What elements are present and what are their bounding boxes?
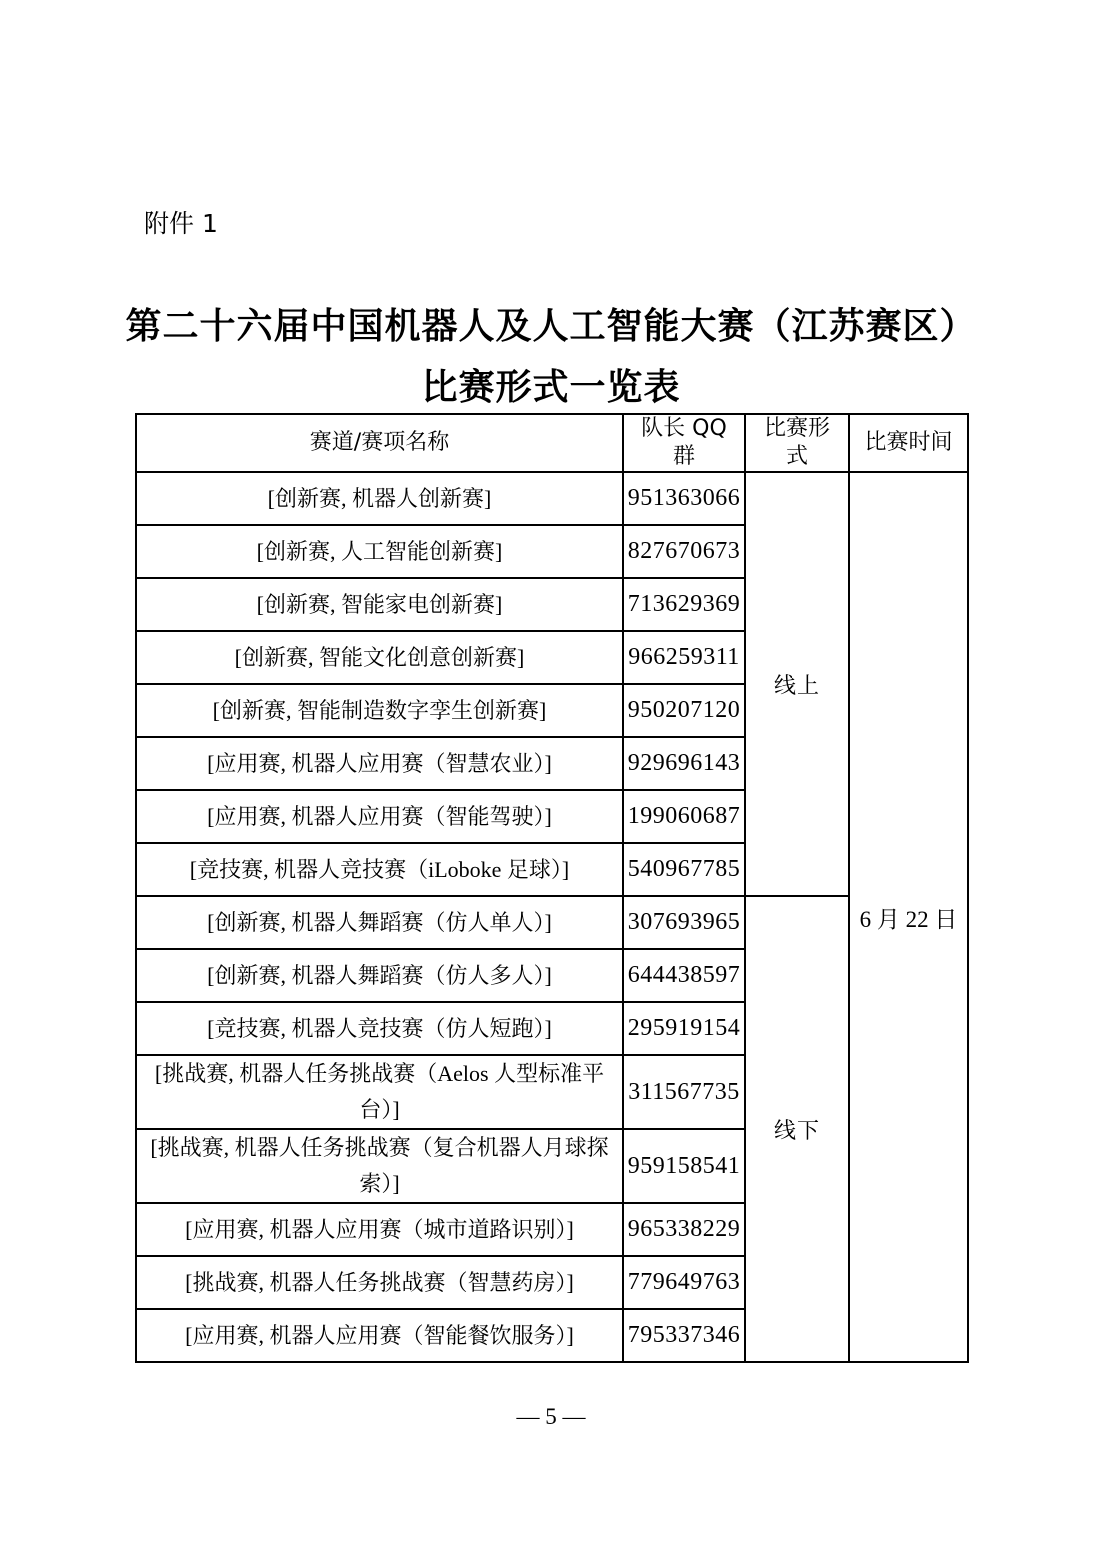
table-row (136, 896, 968, 949)
table-body (136, 472, 968, 1362)
qq-group-cell: 959158541 (623, 1129, 745, 1203)
qq-group-cell: 951363066 (623, 472, 745, 525)
event-name-cell: [竞技赛, 机器人竞技赛（仿人短跑）] (136, 1002, 623, 1055)
page-number: — 5 — (516, 1404, 586, 1429)
event-name-cell: [创新赛, 人工智能创新赛] (136, 525, 623, 578)
event-name-cell: [创新赛, 机器人舞蹈赛（仿人单人）] (136, 896, 623, 949)
qq-group-cell: 929696143 (623, 737, 745, 790)
attachment-label: 附件 1 (144, 209, 218, 238)
event-name-cell: [应用赛, 机器人应用赛（智能餐饮服务）] (136, 1309, 623, 1362)
format-cell-offline: 线下 (745, 896, 849, 1362)
event-name-cell: [创新赛, 智能文化创意创新赛] (136, 631, 623, 684)
table-header-row (136, 414, 968, 472)
qq-group-cell: 540967785 (623, 843, 745, 896)
event-name-cell: [创新赛, 机器人舞蹈赛（仿人多人）] (136, 949, 623, 1002)
column-header-event-name: 赛道/赛项名称 (136, 414, 623, 472)
document-title-line1: 第二十六届中国机器人及人工智能大赛（江苏赛区） (125, 306, 977, 346)
table-row (136, 472, 968, 525)
column-header-qq-group: 队长 QQ 群 (623, 414, 745, 472)
event-name-cell: [应用赛, 机器人应用赛（城市道路识别）] (136, 1203, 623, 1256)
format-cell-online: 线上 (745, 472, 849, 896)
time-cell: 6 月 22 日 (849, 472, 968, 1362)
column-header-format: 比赛形式 (745, 414, 849, 472)
qq-group-cell: 199060687 (623, 790, 745, 843)
qq-group-cell: 966259311 (623, 631, 745, 684)
event-name-cell: [应用赛, 机器人应用赛（智能驾驶）] (136, 790, 623, 843)
qq-group-cell: 827670673 (623, 525, 745, 578)
qq-group-cell: 965338229 (623, 1203, 745, 1256)
qq-group-cell: 795337346 (623, 1309, 745, 1362)
document-title (0, 296, 1102, 418)
qq-group-cell: 779649763 (623, 1256, 745, 1309)
event-name-cell: [创新赛, 智能制造数字孪生创新赛] (136, 684, 623, 737)
qq-group-cell: 713629369 (623, 578, 745, 631)
column-header-time: 比赛时间 (849, 414, 968, 472)
qq-group-cell: 307693965 (623, 896, 745, 949)
qq-group-cell: 311567735 (623, 1055, 745, 1129)
event-name-cell: [挑战赛, 机器人任务挑战赛（Aelos 人型标准平台）] (136, 1055, 623, 1129)
document-title-line2: 比赛形式一览表 (421, 367, 681, 407)
event-name-cell: [创新赛, 智能家电创新赛] (136, 578, 623, 631)
event-name-cell: [应用赛, 机器人应用赛（智慧农业）] (136, 737, 623, 790)
qq-group-cell: 950207120 (623, 684, 745, 737)
competition-table (135, 413, 969, 1363)
event-name-cell: [挑战赛, 机器人任务挑战赛（智慧药房）] (136, 1256, 623, 1309)
event-name-cell: [挑战赛, 机器人任务挑战赛（复合机器人月球探索）] (136, 1129, 623, 1203)
qq-group-cell: 295919154 (623, 1002, 745, 1055)
qq-group-cell: 644438597 (623, 949, 745, 1002)
event-name-cell: [竞技赛, 机器人竞技赛（iLoboke 足球）] (136, 843, 623, 896)
event-name-cell: [创新赛, 机器人创新赛] (136, 472, 623, 525)
